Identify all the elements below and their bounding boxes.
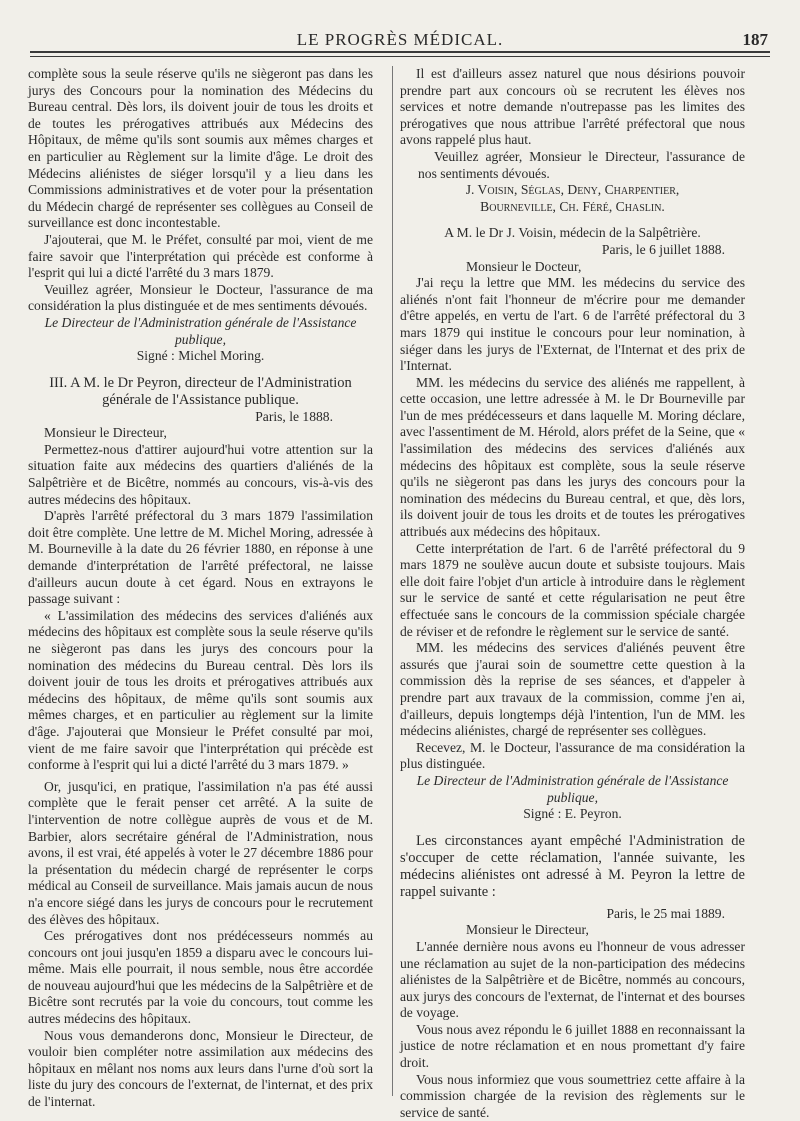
paragraph: Or, jusqu'ici, en pratique, l'assimilation n'a pas été aussi complète que le ferait penser cet arrêté. A la suite de l'intervention de notre collègue auprès de vous et de M. Barbier, alors secrétaire général de l'Administration, nous avons, il est vrai, été appelés à voter le 27 décembre 1886 pour la présentation du médecin chargé de représenter le corps médical au Conseil de surveillance. Mais jamais aucun de nous n'a encore siégé dans les jurys de concours pour le recrutement des élèves des hôpitaux.: [28, 778, 373, 927]
salutation: Monsieur le Docteur,: [466, 258, 582, 274]
paragraph: Nous vous demanderons donc, Monsieur le Directeur, de vouloir bien compléter notre assimilation aux médecins des hôpitaux en mêlant nos noms aux leurs dans l'urne d'où sort la liste du jury des concours de l'externat, de l'internat, et des prix de l'internat.: [28, 1027, 373, 1110]
paragraph: Cette interprétation de l'art. 6 de l'arrêté préfectoral du 9 mars 1879 ne soulève aucun doute et subsiste toujours. Mais elle doit faire l'objet d'un article à introduire dans le règlement sur le service de santé et cette régularisation ne peut être effectuée sans le concours de la commission spéciale chargée de réviser et de refondre le règlement sur le service de santé.: [400, 540, 745, 639]
paragraph: MM. les médecins des services d'aliénés peuvent être assurés que j'aurai soin de soumettre cette question à la commission dès la reprise de ses séances, et d'appeler à prendre part aux travaux de la commission, comme j'en ai, d'ailleurs, depuis longtemps déjà l'intention, l'un de MM. les médecins aliénistes, chargé de représenter ses collègues.: [400, 640, 745, 739]
signature-name: Signé : Michel Moring.: [136, 348, 265, 364]
right-column: [400, 66, 745, 1121]
paragraph: J'ai reçu la lettre que MM. les médecins du service des aliénés n'ont fait l'honneur de m'écrire pour me demander d'être appelés, en vertu de l'art. 6 de l'arrêté préfectoral du 3 mars 1879 qui institue le concours pour leur nomination, à siéger dans les jurys de l'Externat, de l'Internat et des prix de l'Internat.: [400, 275, 745, 374]
signatories: Bourneville, Ch. Féré, Chaslin.: [480, 198, 665, 214]
signatories: J. Voisin, Séglas, Deny, Charpentier,: [465, 182, 680, 198]
closing: Veuillez agréer, Monsieur le Directeur, l'assurance de nos sentiments dévoués.: [418, 148, 745, 181]
signature-title: Le Directeur de l'Administration générale de l'Assistance publique,: [44, 314, 357, 347]
page-number: 187: [742, 30, 768, 49]
letter-date: Paris, le 6 juillet 1888.: [601, 241, 725, 257]
paragraph: complète sous la seule réserve qu'ils ne siègeront pas dans les jurys des Concours pour la nomination des Médecins du Bureau central. Dès lors, ils doivent jouir de tous les droits et de toutes les prérogatives attribués aux Médecins des Hôpitaux, de même qu'ils sont soumis aux mêmes charges et en particulier au Règlement sur la limite d'âge. Le droit des Médecins aliénistes de siéger lorsqu'il y a lieu dans les Commissions administratives et de voter pour la présentation du Médecin chargé de représenter ses collègues au Conseil de surveillance est donc incontestable.: [28, 66, 373, 231]
paragraph: Vous nous informiez que vous soumettriez cette affaire à la commission chargée de la revision des règlements sur le service de santé.: [400, 1071, 745, 1120]
journal-title: LE PROGRÈS MÉDICAL.: [296, 30, 504, 49]
paragraph: MM. les médecins du service des aliénés me rappellent, à cette occasion, une lettre adressée à M. le Dr Bourneville par l'un de mes prédécesseurs et dans laquelle M. Moring déclare, avec l'assentiment de M. Hérold, alors préfet de la Seine, que « l'assimilation des médecins des services d'aliénés aux médecins des hôpitaux est complète, sous la seule réserve qu'ils ne siègeront pas dans les jurys des concours pour la nomination des médecins du Bureau central, et que, dès lors, ils doivent jouir de tous les droits et de toutes les prérogatives attribués aux médecins des hôpitaux.: [400, 374, 745, 540]
page-header: [30, 30, 770, 52]
letter-heading: A M. le Dr J. Voisin, médecin de la Salpêtrière.: [444, 225, 701, 241]
paragraph: Permettez-nous d'attirer aujourd'hui votre attention sur la situation faite aux médecins des quartiers d'aliénés de la Salpêtrière et de Bicêtre, nommés au concours, vis-à-vis des autres médecins des hôpitaux.: [28, 441, 373, 507]
salutation: Monsieur le Directeur,: [44, 425, 167, 441]
paragraph: Ces prérogatives dont nos prédécesseurs nommés au concours ont joui jusqu'en 1859 a disparu avec le concours lui-même. Mais elle pourrait, il nous semble, nous être accordée de nouveau aujourd'hui que les médecins de la Salpêtrière et de Bicêtre sont recrutés par la voie du concours, tout comme les autres médecins des hôpitaux.: [28, 928, 373, 1027]
left-column: [28, 66, 373, 1111]
paragraph: D'après l'arrêté préfectoral du 3 mars 1879 l'assimilation doit être complète. Une lettre de M. Michel Moring, adressée à M. Bourneville à la date du 26 février 1880, en réponse à une demande d'interprétation de l'arrêté préfectoral, ne laisse d'ailleurs aucun doute à cet égard. Nous en extrayons le passage suivant :: [28, 508, 373, 607]
paragraph: Veuillez agréer, Monsieur le Docteur, l'assurance de ma considération la plus distinguée et de mes sentiments dévoués.: [28, 281, 373, 314]
paragraph: Les circonstances ayant empêché l'Administration de s'occuper de cette réclamation, l'année suivante, les médecins aliénistes ont adressé à M. Peyron la lettre de rappel suivante :: [400, 832, 745, 900]
header-rule: [30, 51, 770, 53]
header-rule-thin: [30, 56, 770, 57]
paragraph: Vous nous avez répondu le 6 juillet 1888 en reconnaissant la justice de notre réclamation et en nous promettant d'y faire droit.: [400, 1021, 745, 1071]
paragraph: L'année dernière nous avons eu l'honneur de vous adresser une réclamation au sujet de la non-participation des médecins aliénistes de la Salpêtrière et de Bicêtre, nommés au concours, aux jurys des concours de l'externat, de l'internat et des bourses de voyage.: [400, 938, 745, 1021]
signature-title: Le Directeur de l'Administration générale de l'Assistance publique,: [416, 772, 729, 805]
column-divider: [392, 66, 393, 1096]
letter-date: Paris, le 1888.: [255, 408, 333, 424]
letter-heading: III. A M. le Dr Peyron, directeur de l'Administration générale de l'Assistance publique.: [49, 374, 352, 408]
signature-name: Signé : E. Peyron.: [523, 806, 622, 822]
paragraph: Il est d'ailleurs assez naturel que nous désirions pouvoir prendre part aux concours où se recrutent les élèves nos services et notre demande n'outrepasse pas les limites des prérogatives que nous attribue l'arrêté préfectoral que nous avons rappelé plus haut.: [400, 66, 745, 148]
salutation: Monsieur le Directeur,: [466, 922, 589, 938]
paragraph: Recevez, M. le Docteur, l'assurance de ma considération la plus distinguée.: [400, 739, 745, 772]
letter-date: Paris, le 25 mai 1889.: [606, 905, 725, 921]
paragraph: J'ajouterai, que M. le Préfet, consulté par moi, vient de me faire savoir que l'interprétation qui précède est conforme à l'esprit qui lui a dicté l'arrêté du 3 mars 1879.: [28, 231, 373, 281]
quotation: « L'assimilation des médecins des services d'aliénés aux médecins des hôpitaux est complète sous la seule réserve qu'ils ne siègeront pas dans les jurys des concours pour la nomination des médecins du Bureau central. Dès lors ils doivent jouir de tous les droits et prérogatives attribués aux médecins des hôpitaux, de même qu'ils sont soumis aux mêmes charges, et en particulier au règlement sur la limite d'âge. J'ajouterai que Monsieur le Préfet consulté par moi, vient de me faire savoir que l'interprétation qui précède est conforme à l'esprit qui lui a dicté l'arrêté du 3 mars 1879. »: [28, 607, 373, 773]
